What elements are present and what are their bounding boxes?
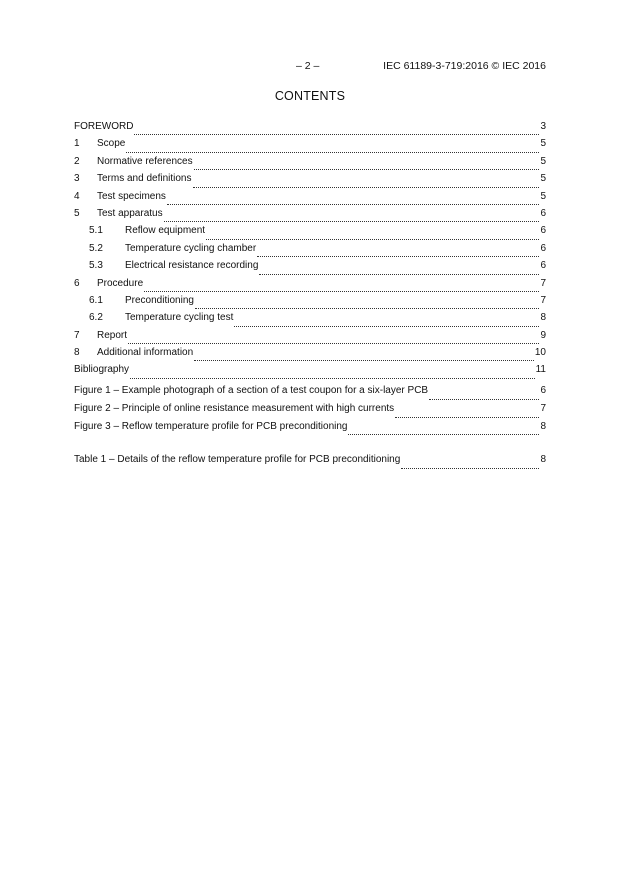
toc-entry-title: Temperature cycling test xyxy=(125,312,234,324)
toc-entry-number: 3 xyxy=(74,173,80,185)
toc-entry-page: 6 xyxy=(540,242,546,254)
dot-leader xyxy=(395,417,539,418)
standard-identifier: IEC 61189-3-719:2016 © IEC 2016 xyxy=(383,60,546,72)
toc-entry-title: Preconditioning xyxy=(125,294,194,306)
toc-entry[interactable] xyxy=(74,454,546,472)
dot-leader xyxy=(167,204,540,205)
dot-leader xyxy=(193,187,540,188)
page-header xyxy=(0,60,620,74)
toc-entry-number: 5.2 xyxy=(89,242,103,254)
dot-leader xyxy=(128,343,539,344)
toc-entry-page: 5 xyxy=(540,138,546,150)
dot-leader xyxy=(144,291,539,292)
toc-entry-title: Report xyxy=(97,329,128,341)
toc-entry-title: Terms and definitions xyxy=(97,173,192,185)
toc-entry-title: FOREWORD xyxy=(74,121,134,132)
dot-leader xyxy=(194,360,534,361)
toc-entry-page: 7 xyxy=(540,402,546,414)
toc-entry-title: Bibliography xyxy=(74,364,130,376)
toc-entry-title: Additional information xyxy=(97,347,194,359)
toc-entry-page: 6 xyxy=(540,385,546,396)
toc-entry[interactable] xyxy=(74,243,546,260)
dot-leader xyxy=(206,239,539,240)
toc-entry[interactable] xyxy=(74,295,546,312)
toc-entry[interactable] xyxy=(74,385,546,403)
toc-entry-number: 6.2 xyxy=(89,312,103,324)
dot-leader xyxy=(429,399,539,400)
toc-entry-title: Normative references xyxy=(97,155,193,167)
toc-entry-page: 6 xyxy=(540,225,546,237)
dot-leader xyxy=(194,169,540,170)
dot-leader xyxy=(234,326,539,327)
toc-entry-title: Procedure xyxy=(97,277,144,289)
toc-entry[interactable] xyxy=(74,347,546,364)
toc-entry[interactable] xyxy=(74,364,546,381)
toc-entry[interactable] xyxy=(74,173,546,190)
toc-entry-number: 5.1 xyxy=(89,225,103,237)
toc-entry-page: 10 xyxy=(534,347,546,359)
dot-leader xyxy=(259,274,539,275)
page-number: – 2 – xyxy=(296,60,320,72)
toc-entry-page: 5 xyxy=(540,155,546,167)
toc-entry-page: 8 xyxy=(540,420,546,432)
toc-entry-title: Electrical resistance recording xyxy=(125,260,259,272)
toc-entry-number: 8 xyxy=(74,347,80,359)
toc-entry[interactable] xyxy=(74,225,546,242)
toc-entry-title: Reflow equipment xyxy=(125,225,206,237)
toc-entry[interactable] xyxy=(74,191,546,208)
toc-entry-number: 6 xyxy=(74,277,80,289)
toc-entry-number: 5.3 xyxy=(89,260,103,272)
list-of-tables xyxy=(74,454,546,472)
toc-entry-title: Temperature cycling chamber xyxy=(125,242,257,254)
toc-entry-title: Figure 3 – Reflow temperature profile for PCB preconditioning xyxy=(74,420,348,432)
toc-entry[interactable] xyxy=(74,330,546,347)
list-of-figures xyxy=(74,385,546,438)
toc-entry[interactable] xyxy=(74,208,546,225)
toc-entry-page: 9 xyxy=(540,329,546,341)
dot-leader xyxy=(126,152,539,153)
toc-entry-page: 3 xyxy=(540,121,546,132)
toc-entry-page: 11 xyxy=(535,364,546,376)
toc-entry-page: 8 xyxy=(540,454,546,465)
toc-entry-page: 8 xyxy=(540,312,546,324)
toc-entry-title: Test specimens xyxy=(97,190,166,202)
toc-entry-page: 5 xyxy=(540,190,546,202)
toc-entry[interactable] xyxy=(74,156,546,173)
toc-entry[interactable] xyxy=(74,138,546,155)
toc-entry-title: Table 1 – Details of the reflow temperature profile for PCB preconditioning xyxy=(74,454,401,465)
toc-entry-page: 5 xyxy=(540,173,546,185)
dot-leader xyxy=(164,221,540,222)
dot-leader xyxy=(401,468,539,469)
toc-entry-title: Test apparatus xyxy=(97,207,163,219)
toc-entry-page: 6 xyxy=(540,207,546,219)
table-of-contents xyxy=(74,121,546,382)
toc-entry-page: 7 xyxy=(540,294,546,306)
toc-entry-title: Figure 1 – Example photograph of a section of a test coupon for a six-layer PCB xyxy=(74,385,429,396)
toc-entry-page: 7 xyxy=(540,277,546,289)
toc-entry-number: 4 xyxy=(74,190,80,202)
toc-entry-number: 2 xyxy=(74,155,80,167)
dot-leader xyxy=(348,434,539,435)
dot-leader xyxy=(195,308,540,309)
toc-entry-number: 5 xyxy=(74,207,80,219)
toc-entry-title: Scope xyxy=(97,138,126,150)
contents-title: CONTENTS xyxy=(274,89,346,103)
toc-entry[interactable] xyxy=(74,421,546,439)
dot-leader xyxy=(130,378,535,379)
toc-entry-number: 7 xyxy=(74,329,80,341)
dot-leader xyxy=(134,134,539,135)
toc-entry-title: Figure 2 – Principle of online resistance measurement with high currents xyxy=(74,402,395,414)
toc-entry-number: 1 xyxy=(74,138,80,150)
toc-entry[interactable] xyxy=(74,121,546,138)
toc-entry[interactable] xyxy=(74,278,546,295)
toc-entry[interactable] xyxy=(74,403,546,421)
toc-entry-number: 6.1 xyxy=(89,294,103,306)
dot-leader xyxy=(257,256,539,257)
toc-entry[interactable] xyxy=(74,260,546,277)
toc-entry[interactable] xyxy=(74,312,546,329)
toc-entry-page: 6 xyxy=(540,260,546,272)
